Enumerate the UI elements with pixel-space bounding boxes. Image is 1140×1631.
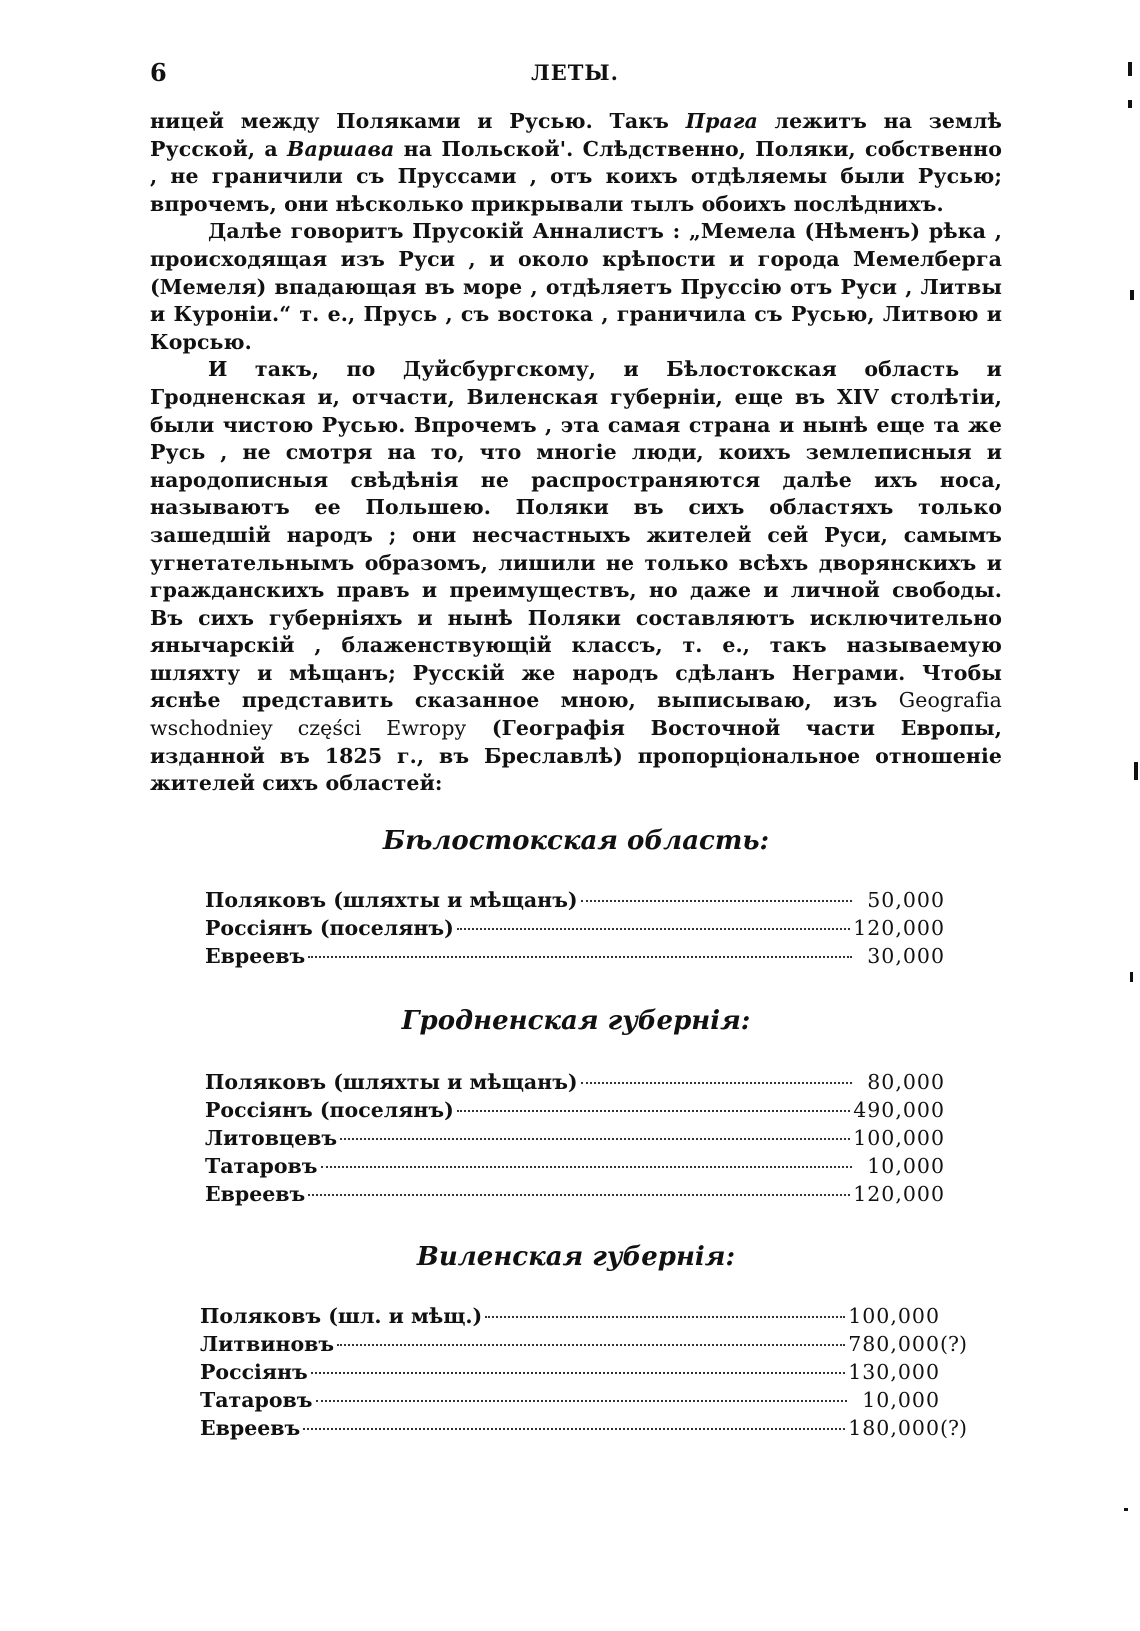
row-label: Поляковъ (шляхты и мѣщанъ) [205,888,578,912]
row-note: (?) [940,1332,967,1356]
row-value: 50,000 [867,888,945,912]
row-value: 490,000 [853,1098,945,1122]
row-value: 10,000 [867,1154,945,1178]
paragraph-1-part-c: лежитъ на землѣ Русской, а [150,109,1002,161]
row-label: Россіянъ [200,1360,308,1384]
row-label: Татаровъ [205,1154,318,1178]
row-value: 780,000 [848,1332,940,1356]
table-row [200,1332,970,1360]
table-row [205,1098,975,1126]
row-label: Литвиновъ [200,1332,335,1356]
row-note: (?) [940,1416,967,1440]
row-value: 80,000 [867,1070,945,1094]
scan-mark [1130,290,1134,300]
paragraph-3-part-c: (Географія Восточной части Европы, изданной въ 1825 г., въ Бреславлѣ) пропорціональное отношеніе жителей сихъ областей: [150,716,1002,796]
scan-mark [1124,1508,1128,1511]
row-label: Татаровъ [200,1388,313,1412]
leader-dots [457,1110,850,1112]
table-row [205,1126,975,1154]
table-row [200,1388,970,1416]
paragraph-3-latin-title: Geografia wschodniey części Ewropy [150,688,1002,741]
table-row [205,888,975,916]
section-title-grodno: Гродненская губернія: [401,1006,751,1036]
leader-dots [340,1138,850,1140]
row-value: 30,000 [867,944,945,968]
scan-mark [1128,62,1132,76]
scan-mark [1128,100,1132,108]
page-number: 6 [150,58,167,87]
running-title: ЛЕТЫ. [531,60,619,85]
section-title-belostok: Бѣлостокская область: [382,826,770,856]
paragraph-1-part-a: ницей между Поляками и Русью. Такъ [150,109,686,133]
body-text [150,108,1002,798]
leader-dots [581,900,852,902]
leader-dots [308,1194,850,1196]
population-table-grodno [205,1070,975,1210]
row-label: Евреевъ [205,944,306,968]
leader-dots [311,1372,846,1374]
leader-dots [337,1344,845,1346]
leader-dots [485,1316,845,1318]
leader-dots [308,956,852,958]
leader-dots [321,1166,853,1168]
paragraph-2: Далѣе говоритъ Прусокій Анналистъ : „Мемела (Нѣменъ) рѣка , происходящая изъ Руси , и около крѣпости и города Мемелберга (Мемеля) впадающая въ море , отдѣляетъ Пруссію отъ Руси , Литвы и Куроніи.“ т. е., Прусь , съ востока , граничила съ Русью, Литвою и Корсью. [150,219,1002,354]
paragraph-1-varshava: Варшава [287,136,395,161]
table-row [205,1182,975,1210]
paragraph-1-praga: Прага [685,109,758,133]
section-title-vilna: Виленская губернія: [416,1242,736,1272]
row-label: Литовцевъ [205,1126,338,1150]
leader-dots [316,1400,848,1402]
row-value: 180,000 [848,1416,940,1440]
leader-dots [303,1428,845,1430]
table-row [200,1304,970,1332]
row-label: Россіянъ (поселянъ) [205,1098,454,1122]
row-label: Евреевъ [200,1416,301,1440]
row-label: Поляковъ (шл. и мѣщ.) [200,1304,483,1328]
row-value: 100,000 [848,1304,940,1328]
leader-dots [457,928,850,930]
population-table-vilna [200,1304,970,1444]
row-value: 130,000 [848,1360,940,1384]
scan-mark [1134,762,1138,780]
table-row [205,944,975,972]
population-table-belostok [205,888,975,972]
row-label: Поляковъ (шляхты и мѣщанъ) [205,1070,578,1094]
table-row [200,1360,970,1388]
row-label: Евреевъ [205,1182,306,1206]
leader-dots [581,1082,852,1084]
row-label: Россіянъ (поселянъ) [205,916,454,940]
paragraph-3 [150,356,1002,798]
scan-mark [1130,972,1133,982]
table-row [205,916,975,944]
table-row [205,1154,975,1182]
table-row [205,1070,975,1098]
paragraph-3-part-a: И такъ, по Дуйсбургскому, и Бѣлостокская область и Гродненская и, отчасти, Виленская губерніи, еще въ XIV столѣтіи, были чистою Русью. Впрочемъ , эта самая страна и нынѣ еще та же Русь , не смотря на то, что многіе люди, коихъ землеписныя и народописныя свѣдѣнія не распространяются далѣе ихъ носа, называютъ ее Польшею. Поляки въ сихъ областяхъ только зашедшій народъ ; они несчастныхъ жителей сей Руси, самымъ угнетательнымъ образомъ, лишили не только всѣхъ дворянскихъ и гражданскихъ правъ и преимуществъ, но даже и личной свободы. Въ сихъ губерніяхъ и нынѣ Поляки составляютъ исключительно янычарскій , блаженствующій классъ, т. е., такъ называемую шляхту и мѣщанъ; Русскій же народъ сдѣланъ Неграми. Чтобы яснѣе представить сказанное мною, выписываю, изъ [150,357,1002,713]
paragraph-1-part-e: на Польской'. Слѣдственно, Поляки, собственно , не граничили съ Пруссами , отъ коихъ отдѣляемы были Русью; впрочемъ, они нѣсколько прикрывали тылъ обоихъ послѣднихъ. [150,136,1003,216]
paragraph-1 [150,108,1002,218]
page-header [150,58,1000,88]
row-value: 10,000 [862,1388,940,1412]
table-row [200,1416,970,1444]
row-value: 120,000 [853,916,945,940]
row-value: 120,000 [853,1182,945,1206]
row-value: 100,000 [853,1126,945,1150]
